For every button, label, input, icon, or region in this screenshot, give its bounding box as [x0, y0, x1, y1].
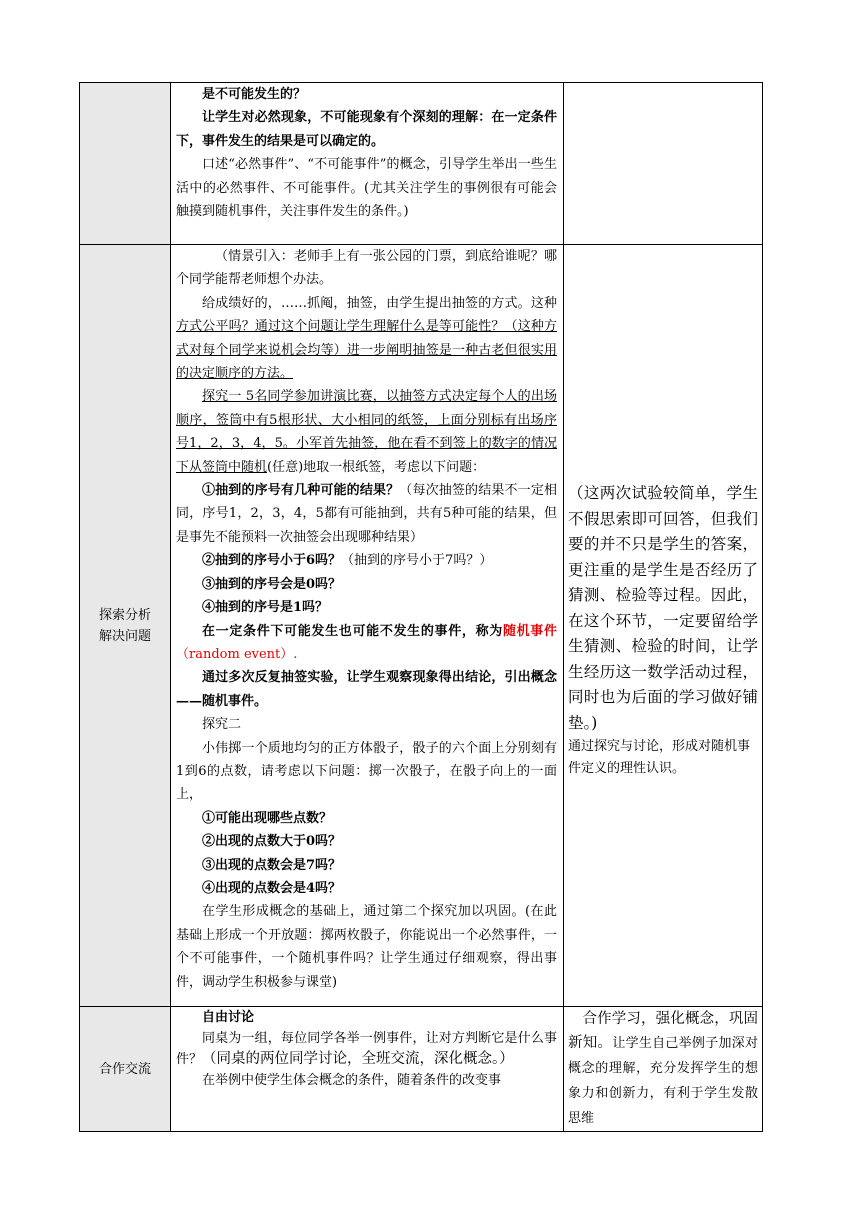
underlined-text: 方式公平吗？通过这个问题让学生理解什么是等可能性？（这种方式对每个同学来说机会均等）进一步阐明抽签是一种古老但很实用的决定顺序的方法。: [176, 319, 557, 382]
table-row: [80, 1007, 763, 1132]
stage-label: 解决问题: [98, 628, 151, 644]
paragraph: 在举例中使学生体会概念的条件，随着条件的改变事: [202, 1073, 502, 1088]
paragraph: [176, 385, 557, 479]
text-run: （同桌的两位同学讨论，全班交流，深化概念。）: [202, 1051, 514, 1067]
content-cell: [171, 83, 564, 245]
stage-cell: [80, 245, 171, 1007]
text-run: 给成绩好的，……抓阄，抽签，由学生提出抽签的方式。这种: [202, 295, 557, 311]
question: [176, 479, 557, 549]
notes-cell: [564, 83, 763, 245]
stage-label: 探索分析: [98, 607, 151, 623]
notes-cell: [564, 1007, 763, 1132]
question: ②出现的点数大于0吗？: [202, 834, 342, 850]
note-text: 通过探究与讨论，形成对随机事件定义的理性认识。: [568, 739, 751, 776]
question-note: （抽到的序号小于7吗？）: [341, 553, 493, 569]
stage-cell: [80, 1007, 171, 1132]
paragraph: 通过多次反复抽签实验，让学生观察现象得出结论，引出概念——随机事件。: [176, 670, 557, 709]
question-bold: ②抽到的序号小于6吗？: [202, 553, 342, 569]
paragraph: 探究二: [202, 717, 242, 733]
paragraph: [176, 1028, 557, 1070]
stage-label: 合作交流: [98, 1061, 151, 1077]
question: ④抽到的序号是1吗？: [202, 600, 329, 616]
question: [176, 549, 557, 572]
question-note: （每次抽签的结果不一定相同，序号1，2，3，4，5都有可能抽到，共有5种可能的结果，但是事先不能预料一次抽签会出现哪种结果）: [176, 483, 557, 545]
note-text: [568, 1007, 758, 1131]
definition-text: 在一定条件下可能发生也可能不发生的事件，称为: [202, 623, 503, 639]
paragraph: 在学生形成概念的基础上，通过第二个探究加以巩固。(在此基础上形成一个开放题：掷两枚骰子，你能说出一个必然事件，一个不可能事件，一个随机事件吗？让学生通过仔细观察，得出事件，调动学生积极参与课堂): [176, 904, 557, 990]
question: ④出现的点数会是4吗？: [202, 880, 342, 896]
content-cell: [171, 245, 564, 1007]
underlined-text: 探究一 5名同学参加讲演比赛，以抽签方式决定每个人的出场顺序，签筒中有5根形状、大小相同的纸签，上面分别标有出场序号1，2，3，4，5。小军首先抽签，他在看不到签上的数字的情况下从签筒中随机: [176, 389, 557, 475]
note-text: （这两次试验较简单，学生不假思索即可回答，但我们要的并不只是学生的答案，更注重的是学生是否经历了猜测、检验等过程。因此，在这个环节，一定要留给学生猜测、检验的时间，让学生经历这一数学活动过程，同时也为后面的学习做好铺垫。): [568, 484, 758, 732]
question: ③出现的点数会是7吗？: [202, 857, 342, 873]
content-cell: [171, 1007, 564, 1132]
lesson-plan-table: [79, 82, 763, 1132]
paragraph: 小伟掷一个质地均匀的正方体骰子，骰子的六个面上分别刻有1到6的点数，请考虑以下问题：掷一次骰子，在骰子向上的一面上，: [176, 740, 557, 803]
text-run: 让学生自己举例子加深对概念的理解，充分发挥学生的想象力和创新力，有利于学生发散思维: [568, 1036, 758, 1126]
question: ③抽到的序号会是0吗？: [202, 576, 342, 592]
paragraph: 是不可能发生的？: [202, 87, 307, 102]
definition-term-en: （random event）.: [176, 646, 298, 662]
text-run: 合作学习，强化概念，巩固新知。: [568, 1011, 758, 1051]
paragraph: 让学生对必然现象，不可能现象有个深刻的理解：在一定条件下，事件发生的结果是可以确定的。: [176, 110, 557, 149]
table-row: [80, 83, 763, 245]
question-bold: ①抽到的序号有几种可能的结果？: [202, 483, 400, 499]
definition-term: 随机事件: [502, 623, 557, 639]
paragraph: 口述“必然事件”、“不可能事件”的概念，引导学生举出一些生活中的必然事件、不可能事件。(尤其关注学生的事例很有可能会触摸到随机事件，关注事件发生的条件。): [176, 157, 557, 220]
text-run: (任意)地取一根纸签，考虑以下问题：: [267, 459, 486, 475]
paragraph: [176, 292, 557, 386]
definition: [176, 620, 557, 667]
section-title: 自由讨论: [202, 1010, 255, 1025]
paragraph: （情景引入：老师手上有一张公园的门票，到底给谁呢？哪个同学能帮老师想个办法。: [176, 249, 557, 288]
table-row: [80, 245, 763, 1007]
question: ①可能出现哪些点数？: [202, 810, 333, 826]
text-run: 同桌为一组，每位同学各举一例事件，让对方判断它是什么事件？: [176, 1031, 557, 1067]
notes-cell: [564, 245, 763, 1007]
stage-cell: [80, 83, 171, 245]
